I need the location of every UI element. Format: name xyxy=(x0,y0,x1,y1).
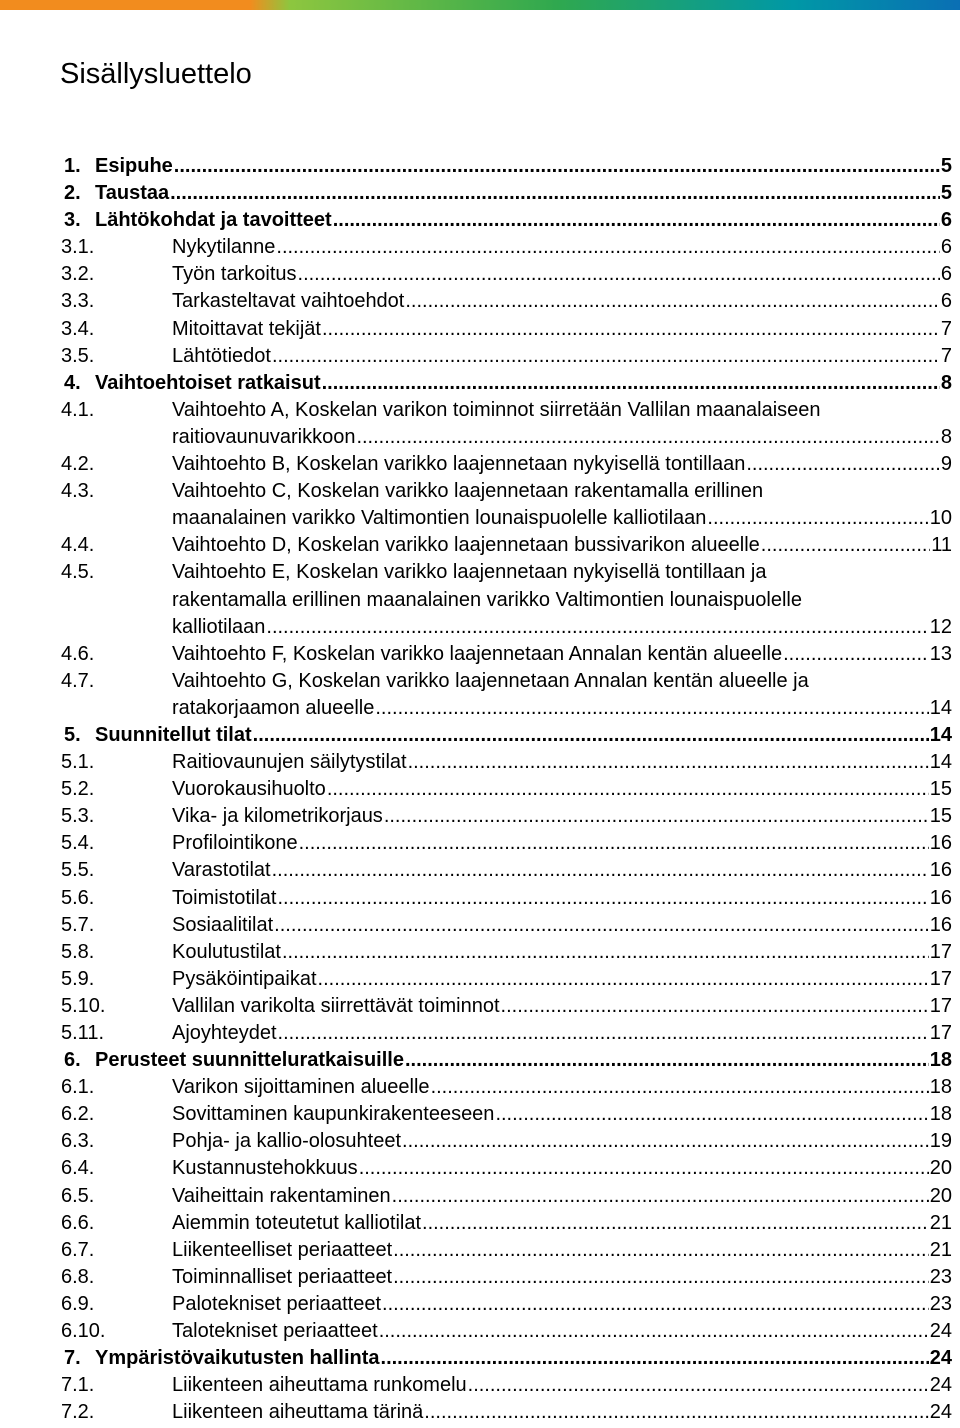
toc-entry-page: 19 xyxy=(929,1130,952,1153)
dot-leader xyxy=(375,695,928,722)
toc-entry-page: 6 xyxy=(940,290,952,313)
toc-entry[interactable] xyxy=(61,1372,952,1399)
toc-entry-number: 5.3. xyxy=(61,805,95,828)
color-bar-green-blue xyxy=(290,0,960,10)
toc-entry[interactable] xyxy=(61,993,952,1020)
toc-entry-number: 7. xyxy=(64,1347,81,1370)
toc-entry-number: 5.4. xyxy=(61,832,95,855)
toc-entry[interactable] xyxy=(61,1047,952,1074)
toc-entry-number: 6.2. xyxy=(61,1103,95,1126)
dot-leader xyxy=(392,1183,929,1210)
toc-entry-number: 5.11. xyxy=(61,1022,104,1045)
toc-entry-title: Varikon sijoittaminen alueelle xyxy=(172,1076,430,1099)
toc-entry[interactable] xyxy=(61,1020,952,1047)
color-bar-transition xyxy=(250,0,290,10)
toc-entry-title: Perusteet suunnitteluratkaisuille xyxy=(95,1049,404,1072)
toc-entry-title: Profilointikone xyxy=(172,832,298,855)
toc-entry-title: Vaihtoehto D, Koskelan varikko laajennetaan bussivarikon alueelle xyxy=(172,534,760,557)
toc-entry-page: 24 xyxy=(929,1401,952,1424)
toc-entry-title: Taustaa xyxy=(95,182,170,205)
toc-entry-title: Vaihtoehto A, Koskelan varikon toiminnot siirretään Vallilan maanalaiseen xyxy=(172,398,821,421)
toc-entry-title: Talotekniset periaatteet xyxy=(172,1320,378,1343)
toc-entry-number: 5.7. xyxy=(61,913,95,936)
toc-entry[interactable] xyxy=(61,451,952,478)
toc-entry-title: Työn tarkoitus xyxy=(172,263,297,286)
toc-entry[interactable] xyxy=(61,1345,952,1372)
toc-entry-title: Vaihtoehto F, Koskelan varikko laajennetaan Annalan kentän alueelle xyxy=(172,642,783,665)
page-title: Sisällysluettelo xyxy=(60,58,252,90)
toc-entry-number: 7.1. xyxy=(61,1374,95,1397)
toc-entry[interactable] xyxy=(61,830,952,857)
dot-leader xyxy=(405,288,940,315)
color-bar-orange xyxy=(0,0,250,10)
dot-leader xyxy=(266,614,928,641)
toc-entry[interactable] xyxy=(61,153,952,180)
toc-entry-page: 16 xyxy=(929,832,952,855)
toc-entry-page: 6 xyxy=(940,236,952,259)
toc-entry-title: Koulutustilat xyxy=(172,940,281,963)
toc-entry-title: Raitiovaunujen säilytystilat xyxy=(172,751,407,774)
toc-entry[interactable] xyxy=(61,532,952,559)
dot-leader xyxy=(276,234,939,261)
toc-entry-title: Liikenteen aiheuttama runkomelu xyxy=(172,1374,467,1397)
toc-entry[interactable] xyxy=(61,776,952,803)
toc-entry-number: 3.2. xyxy=(61,263,95,286)
toc-entry-number: 2. xyxy=(64,182,81,205)
toc-entry-page: 16 xyxy=(929,913,952,936)
toc-entry-title: Toimistotilat xyxy=(172,886,277,909)
toc-entry-page: 17 xyxy=(929,940,952,963)
toc-entry-page: 11 xyxy=(931,534,952,557)
dot-leader xyxy=(393,1264,929,1291)
toc-entry-number: 6.3. xyxy=(61,1130,95,1153)
table-of-contents xyxy=(61,153,952,1426)
toc-entry[interactable] xyxy=(61,288,952,315)
toc-entry-page: 9 xyxy=(940,453,952,476)
dot-leader xyxy=(299,830,929,857)
toc-entry[interactable] xyxy=(61,912,952,939)
dot-leader xyxy=(170,180,940,207)
toc-entry-page: 20 xyxy=(929,1157,952,1180)
dot-leader xyxy=(707,505,928,532)
toc-entry-title: Ajoyhteydet xyxy=(172,1022,277,1045)
toc-entry-title: raitiovaunuvarikkoon xyxy=(172,425,356,448)
toc-entry-number: 3. xyxy=(64,209,81,232)
dot-leader xyxy=(282,939,929,966)
dot-leader xyxy=(379,1318,929,1345)
toc-entry-page: 5 xyxy=(940,182,952,205)
toc-entry-title: maanalainen varikko Valtimontien lounaispuolelle kalliotilaan xyxy=(172,507,707,530)
dot-leader xyxy=(277,885,928,912)
toc-entry-number: 6.4. xyxy=(61,1157,95,1180)
toc-entry-page: 8 xyxy=(940,371,952,394)
toc-entry-title: Nykytilanne xyxy=(172,236,276,259)
toc-entry[interactable] xyxy=(61,559,952,640)
toc-entry-number: 6.6. xyxy=(61,1211,95,1234)
dot-leader xyxy=(318,966,929,993)
toc-entry[interactable] xyxy=(61,1264,952,1291)
dot-leader xyxy=(422,1210,929,1237)
toc-entry-number: 5.10. xyxy=(61,994,106,1017)
toc-entry-page: 13 xyxy=(929,642,952,665)
toc-entry-number: 5.2. xyxy=(61,778,95,801)
toc-entry-page: 14 xyxy=(929,696,952,719)
toc-entry-number: 4.7. xyxy=(61,669,95,692)
toc-entry-title: Sovittaminen kaupunkirakenteeseen xyxy=(172,1103,495,1126)
toc-entry-page: 14 xyxy=(929,723,952,746)
toc-entry-number: 3.3. xyxy=(61,290,95,313)
toc-entry[interactable] xyxy=(61,1074,952,1101)
toc-entry-title: Ympäristövaikutusten hallinta xyxy=(95,1347,380,1370)
toc-entry-title: Suunnitellut tilat xyxy=(95,723,252,746)
toc-entry-title: rakentamalla erillinen maanalainen varikko Valtimontien lounaispuolelle xyxy=(172,588,802,611)
dot-leader xyxy=(274,912,929,939)
toc-entry-title: Vaihtoehtoiset ratkaisut xyxy=(95,371,321,394)
toc-entry-title: Pysäköintipaikat xyxy=(172,967,317,990)
toc-entry[interactable] xyxy=(61,939,952,966)
toc-entry-title: Vallilan varikolta siirrettävät toiminnot xyxy=(172,994,500,1017)
toc-entry-number: 6.5. xyxy=(61,1184,95,1207)
toc-entry-number: 5.9. xyxy=(61,967,95,990)
toc-entry[interactable] xyxy=(61,722,952,749)
dot-leader xyxy=(431,1074,929,1101)
toc-entry-page: 21 xyxy=(929,1238,952,1261)
toc-entry-title: Varastotilat xyxy=(172,859,271,882)
toc-entry-page: 18 xyxy=(929,1103,952,1126)
dot-leader xyxy=(424,1399,928,1426)
dot-leader xyxy=(272,857,929,884)
toc-entry[interactable] xyxy=(61,668,952,722)
toc-entry-number: 5. xyxy=(64,723,81,746)
toc-entry-page: 14 xyxy=(929,751,952,774)
toc-entry[interactable] xyxy=(61,966,952,993)
dot-leader xyxy=(746,451,940,478)
toc-entry-page: 7 xyxy=(940,317,952,340)
dot-leader xyxy=(322,370,940,397)
toc-entry[interactable] xyxy=(61,478,952,532)
toc-entry-page: 12 xyxy=(929,615,952,638)
toc-entry-title: Vaihtoehto B, Koskelan varikko laajennetaan nykyisellä tontillaan xyxy=(172,453,746,476)
toc-entry[interactable] xyxy=(61,343,952,370)
toc-entry-number: 4.5. xyxy=(61,561,95,584)
toc-entry-title: Liikenteelliset periaatteet xyxy=(172,1238,393,1261)
toc-entry[interactable] xyxy=(61,1318,952,1345)
toc-entry-title: Tarkasteltavat vaihtoehdot xyxy=(172,290,405,313)
toc-entry-title: Vaihtoehto G, Koskelan varikko laajennetaan Annalan kentän alueelle ja xyxy=(172,669,809,692)
toc-entry-page: 23 xyxy=(929,1292,952,1315)
dot-leader xyxy=(322,316,940,343)
dot-leader xyxy=(783,641,929,668)
toc-entry-number: 3.4. xyxy=(61,317,95,340)
toc-entry[interactable] xyxy=(61,803,952,830)
toc-entry[interactable] xyxy=(61,885,952,912)
toc-entry[interactable] xyxy=(61,1128,952,1155)
toc-entry-title: Aiemmin toteutetut kalliotilat xyxy=(172,1211,422,1234)
toc-entry-page: 18 xyxy=(929,1076,952,1099)
toc-entry-page: 15 xyxy=(929,805,952,828)
toc-entry[interactable] xyxy=(61,749,952,776)
toc-entry-page: 10 xyxy=(929,507,952,530)
toc-entry-number: 4.6. xyxy=(61,642,95,665)
toc-entry-title: Vika- ja kilometrikorjaus xyxy=(172,805,383,828)
toc-entry[interactable] xyxy=(61,261,952,288)
toc-entry-title: Pohja- ja kallio-olosuhteet xyxy=(172,1130,402,1153)
toc-entry-number: 5.8. xyxy=(61,940,95,963)
toc-entry-page: 5 xyxy=(940,155,952,177)
toc-entry-title: Vuorokausihuolto xyxy=(172,778,326,801)
toc-entry-number: 4.4. xyxy=(61,534,95,557)
dot-leader xyxy=(384,803,929,830)
toc-entry-page: 17 xyxy=(929,967,952,990)
toc-entry[interactable] xyxy=(61,316,952,343)
toc-entry[interactable] xyxy=(61,180,952,207)
toc-entry-number: 5.5. xyxy=(61,859,95,882)
toc-entry-number: 6.9. xyxy=(61,1292,95,1315)
dot-leader xyxy=(359,1155,929,1182)
toc-entry-page: 20 xyxy=(929,1184,952,1207)
toc-entry[interactable] xyxy=(61,1291,952,1318)
toc-entry-title: Vaihtoehto C, Koskelan varikko laajennetaan rakentamalla erillinen xyxy=(172,480,764,503)
dot-leader xyxy=(278,1020,929,1047)
toc-entry-title: Toiminnalliset periaatteet xyxy=(172,1265,393,1288)
toc-entry-page: 21 xyxy=(929,1211,952,1234)
toc-entry-number: 4.3. xyxy=(61,480,95,503)
toc-entry[interactable] xyxy=(61,234,952,261)
toc-entry-page: 6 xyxy=(940,209,952,232)
dot-leader xyxy=(405,1047,929,1074)
toc-entry[interactable] xyxy=(61,370,952,397)
dot-leader xyxy=(298,261,940,288)
dot-leader xyxy=(174,153,940,180)
toc-entry-page: 24 xyxy=(929,1320,952,1343)
dot-leader xyxy=(408,749,929,776)
toc-entry-number: 4. xyxy=(64,371,81,394)
toc-entry[interactable] xyxy=(61,1183,952,1210)
toc-entry-number: 6.1. xyxy=(61,1076,95,1099)
toc-entry-title: Lähtötiedot xyxy=(172,344,271,367)
toc-entry-number: 3.1. xyxy=(61,236,95,259)
dot-leader xyxy=(382,1291,929,1318)
toc-entry[interactable] xyxy=(61,1237,952,1264)
toc-entry-page: 15 xyxy=(929,778,952,801)
toc-entry[interactable] xyxy=(61,1210,952,1237)
top-color-bar xyxy=(0,0,960,10)
dot-leader xyxy=(272,343,940,370)
toc-entry-number: 5.6. xyxy=(61,886,95,909)
toc-entry-page: 17 xyxy=(929,994,952,1017)
toc-entry-page: 18 xyxy=(929,1049,952,1072)
dot-leader xyxy=(495,1101,928,1128)
toc-entry-page: 16 xyxy=(929,859,952,882)
toc-entry-title: Lähtökohdat ja tavoitteet xyxy=(95,209,332,232)
toc-entry-page: 6 xyxy=(940,263,952,286)
toc-entry-title: Sosiaalitilat xyxy=(172,913,274,936)
toc-entry-title: Palotekniset periaatteet xyxy=(172,1292,382,1315)
toc-entry[interactable] xyxy=(61,641,952,668)
toc-entry-page: 7 xyxy=(940,344,952,367)
toc-entry-number: 6.7. xyxy=(61,1238,95,1261)
dot-leader xyxy=(356,424,939,451)
toc-entry-page: 8 xyxy=(940,425,952,448)
dot-leader xyxy=(393,1237,929,1264)
dot-leader xyxy=(253,722,929,749)
toc-entry-page: 17 xyxy=(929,1022,952,1045)
dot-leader xyxy=(501,993,929,1020)
toc-entry[interactable] xyxy=(61,1399,952,1426)
toc-entry-number: 4.1. xyxy=(61,398,95,421)
toc-entry-title: Vaiheittain rakentaminen xyxy=(172,1184,391,1207)
toc-entry-number: 6.10. xyxy=(61,1320,106,1343)
toc-entry-page: 24 xyxy=(929,1374,952,1397)
toc-entry-page: 24 xyxy=(929,1347,952,1370)
toc-entry-title: Mitoittavat tekijät xyxy=(172,317,321,340)
toc-entry-title: kalliotilaan xyxy=(172,615,266,638)
toc-entry-title: Liikenteen aiheuttama tärinä xyxy=(172,1401,424,1424)
toc-entry-title: Kustannustehokkuus xyxy=(172,1157,358,1180)
toc-entry-page: 16 xyxy=(929,886,952,909)
toc-entry-title: Esipuhe xyxy=(95,155,173,177)
dot-leader xyxy=(402,1128,929,1155)
toc-entry[interactable] xyxy=(61,207,952,234)
toc-entry[interactable] xyxy=(61,1155,952,1182)
toc-entry-number: 3.5. xyxy=(61,344,95,367)
dot-leader xyxy=(761,532,930,559)
toc-entry[interactable] xyxy=(61,857,952,884)
toc-entry[interactable] xyxy=(61,397,952,451)
dot-leader xyxy=(381,1345,929,1372)
toc-entry-number: 6.8. xyxy=(61,1265,95,1288)
toc-entry-number: 5.1. xyxy=(61,751,95,774)
toc-entry-number: 7.2. xyxy=(61,1401,95,1424)
dot-leader xyxy=(333,207,940,234)
toc-entry[interactable] xyxy=(61,1101,952,1128)
toc-entry-number: 6. xyxy=(64,1049,81,1072)
toc-entry-title: ratakorjaamon alueelle xyxy=(172,696,375,719)
toc-entry-title: Vaihtoehto E, Koskelan varikko laajennetaan nykyisellä tontillaan ja xyxy=(172,561,767,584)
toc-entry-number: 4.2. xyxy=(61,453,95,476)
toc-entry-page: 23 xyxy=(929,1265,952,1288)
dot-leader xyxy=(327,776,929,803)
toc-entry-number: 1. xyxy=(64,155,81,177)
dot-leader xyxy=(468,1372,929,1399)
